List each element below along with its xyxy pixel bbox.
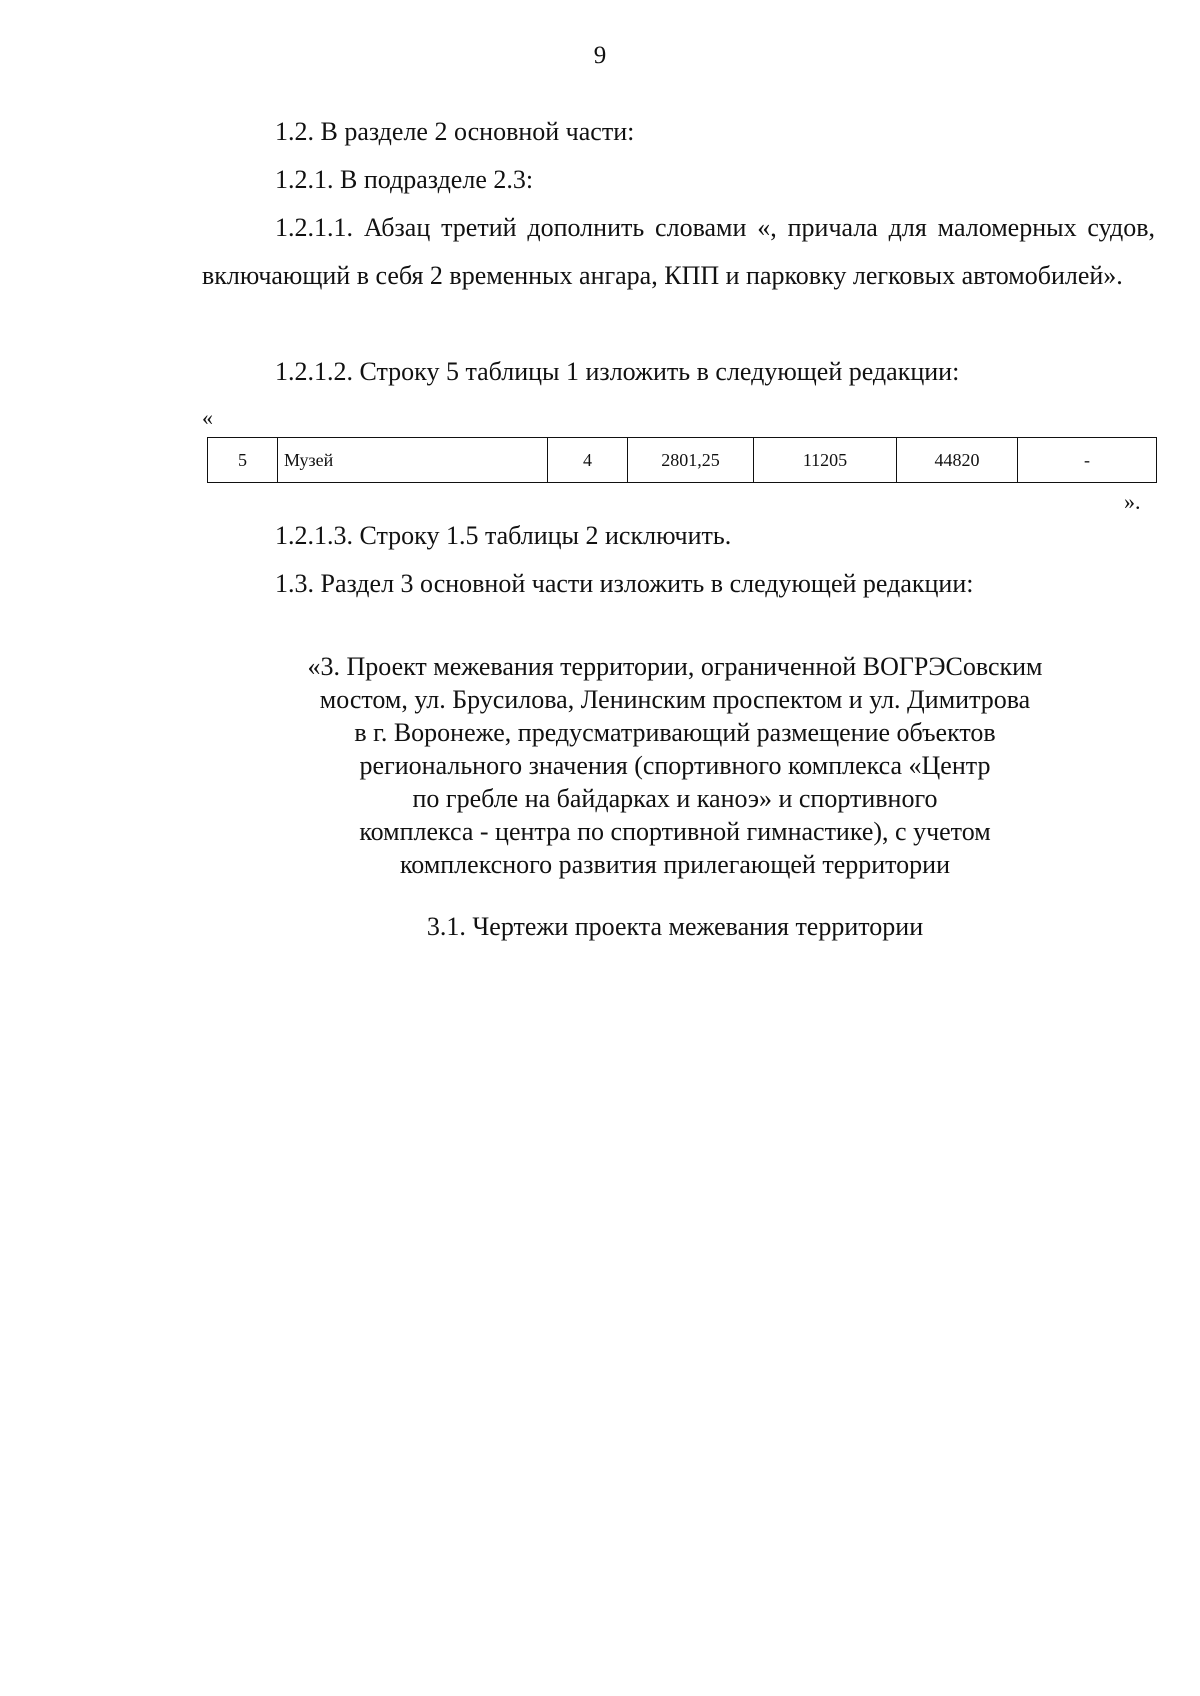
paragraph-1-2-1-2: 1.2.1.2. Строку 5 таблицы 1 изложить в следующей редакции: (275, 357, 960, 386)
table-open-quote: « (202, 405, 213, 430)
table-row-5 (207, 437, 1157, 483)
heading-line: комплексного развития прилегающей территории (400, 850, 950, 879)
table-cell-number: 5 (208, 438, 278, 483)
paragraph-1-2-1: 1.2.1. В подразделе 2.3: (275, 165, 534, 194)
heading-line: «3. Проект межевания территории, ограниченной ВОГРЭСовским (307, 652, 1043, 681)
section-3-heading (200, 650, 1150, 881)
table-cell-value: 2801,25 (628, 438, 754, 483)
subsection-3-1-heading: 3.1. Чертежи проекта межевания территории (426, 912, 924, 941)
paragraph-1-2-1-3: 1.2.1.3. Строку 1.5 таблицы 2 исключить. (275, 521, 732, 550)
table-cell-value: 44820 (897, 438, 1018, 483)
table-cell-value: 4 (548, 438, 628, 483)
paragraph-1-2-1-1: 1.2.1.1. Абзац третий дополнить словами «, причала для маломерных судов, включающий в себя 2 временных ангара, КПП и парковку легковых автомобилей». (202, 213, 1155, 290)
table-row (208, 438, 1157, 483)
table-close-quote: ». (1124, 489, 1141, 514)
heading-line: мостом, ул. Брусилова, Ленинским проспектом и ул. Димитрова (319, 685, 1031, 714)
heading-line: комплекса - центра по спортивной гимнастике), с учетом (359, 817, 991, 846)
page-number: 9 (593, 42, 607, 69)
table-cell-name: Музей (278, 438, 548, 483)
table-cell-value: - (1018, 438, 1157, 483)
heading-line: регионального значения (спортивного комплекса «Центр (359, 751, 991, 780)
paragraph-1-2: 1.2. В разделе 2 основной части: (275, 117, 635, 146)
heading-line: по гребле на байдарках и каноэ» и спортивного (412, 784, 938, 813)
paragraph-1-3: 1.3. Раздел 3 основной части изложить в следующей редакции: (275, 569, 974, 598)
heading-line: в г. Воронеже, предусматривающий размещение объектов (354, 718, 996, 747)
table-cell-value: 11205 (754, 438, 897, 483)
